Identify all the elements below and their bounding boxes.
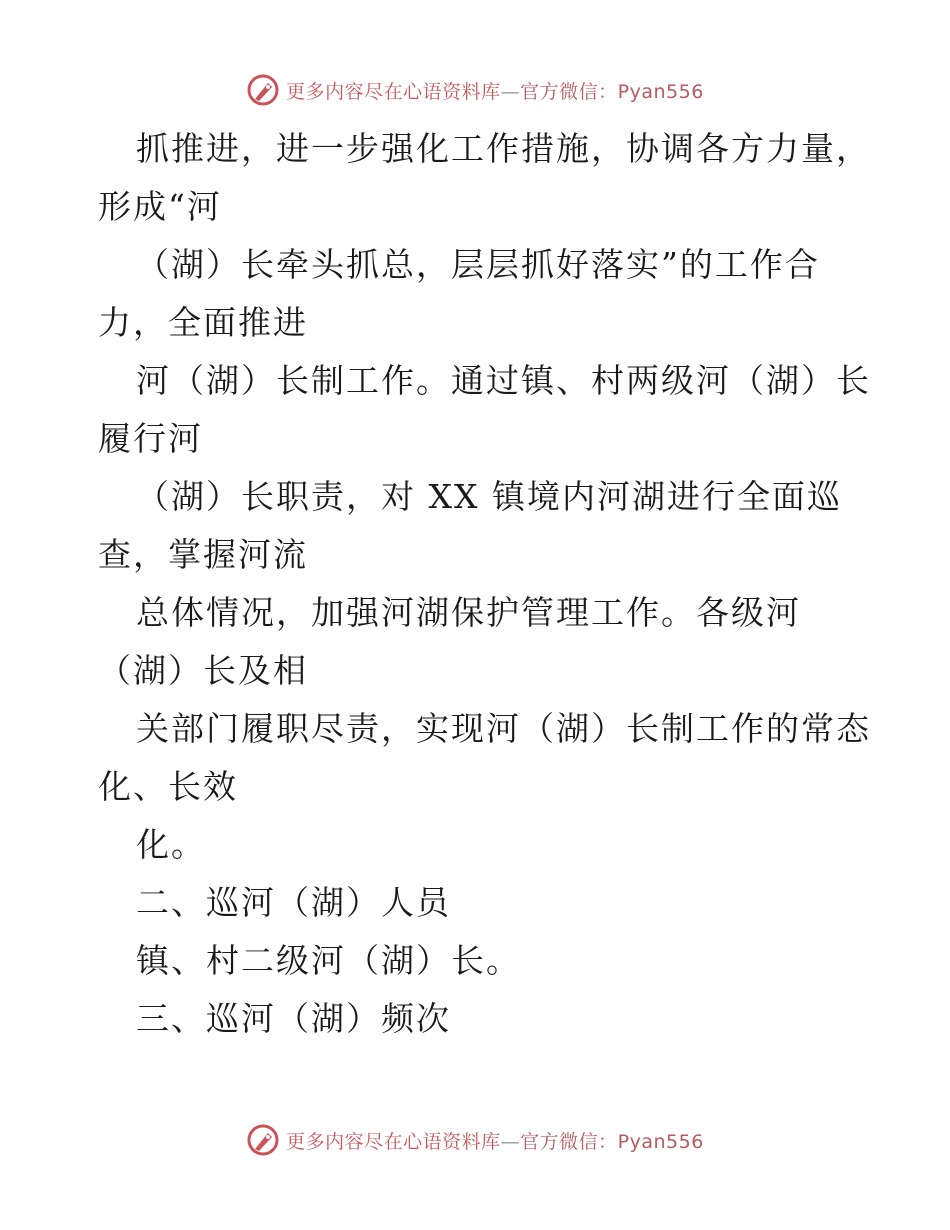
footer-banner-text [286, 1127, 704, 1154]
text-line: 履行河 [98, 419, 203, 458]
footer-banner-sep: — [500, 1130, 521, 1153]
section-heading: 二、巡河（湖）人员 [136, 883, 451, 922]
red-pen-nib-logo-icon [246, 73, 280, 107]
document-body [98, 120, 871, 1048]
header-banner-sep: — [500, 80, 521, 103]
header-banner [0, 70, 950, 110]
red-pen-nib-logo-icon [246, 1123, 280, 1157]
header-banner-text [286, 77, 704, 104]
text-line: 关部门履职尽责，实现河（湖）长制工作的常态 [136, 709, 871, 748]
text-line: 河（湖）长制工作。通过镇、村两级河（湖）长 [136, 361, 871, 400]
text-line: 形成“河 [98, 187, 222, 226]
header-banner-contact: 官方微信：Pyan556 [520, 80, 704, 103]
text-line: 镇、村二级河（湖）长。 [136, 941, 521, 980]
text-line: 总体情况，加强河湖保护管理工作。各级河 [136, 593, 801, 632]
footer-banner-contact: 官方微信：Pyan556 [520, 1130, 704, 1153]
footer-banner [0, 1120, 950, 1160]
text-line: 查，掌握河流 [98, 535, 308, 574]
text-line: 化、长效 [98, 767, 238, 806]
text-line: （湖）长职责，对 XX 镇境内河湖进行全面巡 [136, 477, 842, 516]
text-line: （湖）长及相 [98, 651, 308, 690]
header-banner-main: 更多内容尽在心语资料库 [286, 80, 501, 103]
text-line: 化。 [136, 825, 206, 864]
footer-banner-main: 更多内容尽在心语资料库 [286, 1130, 501, 1153]
text-line: 力，全面推进 [98, 303, 308, 342]
text-line: （湖）长牵头抓总，层层抓好落实”的工作合 [136, 245, 820, 284]
text-line: 抓推进，进一步强化工作措施，协调各方力量， [136, 129, 871, 168]
section-heading: 三、巡河（湖）频次 [136, 999, 451, 1038]
